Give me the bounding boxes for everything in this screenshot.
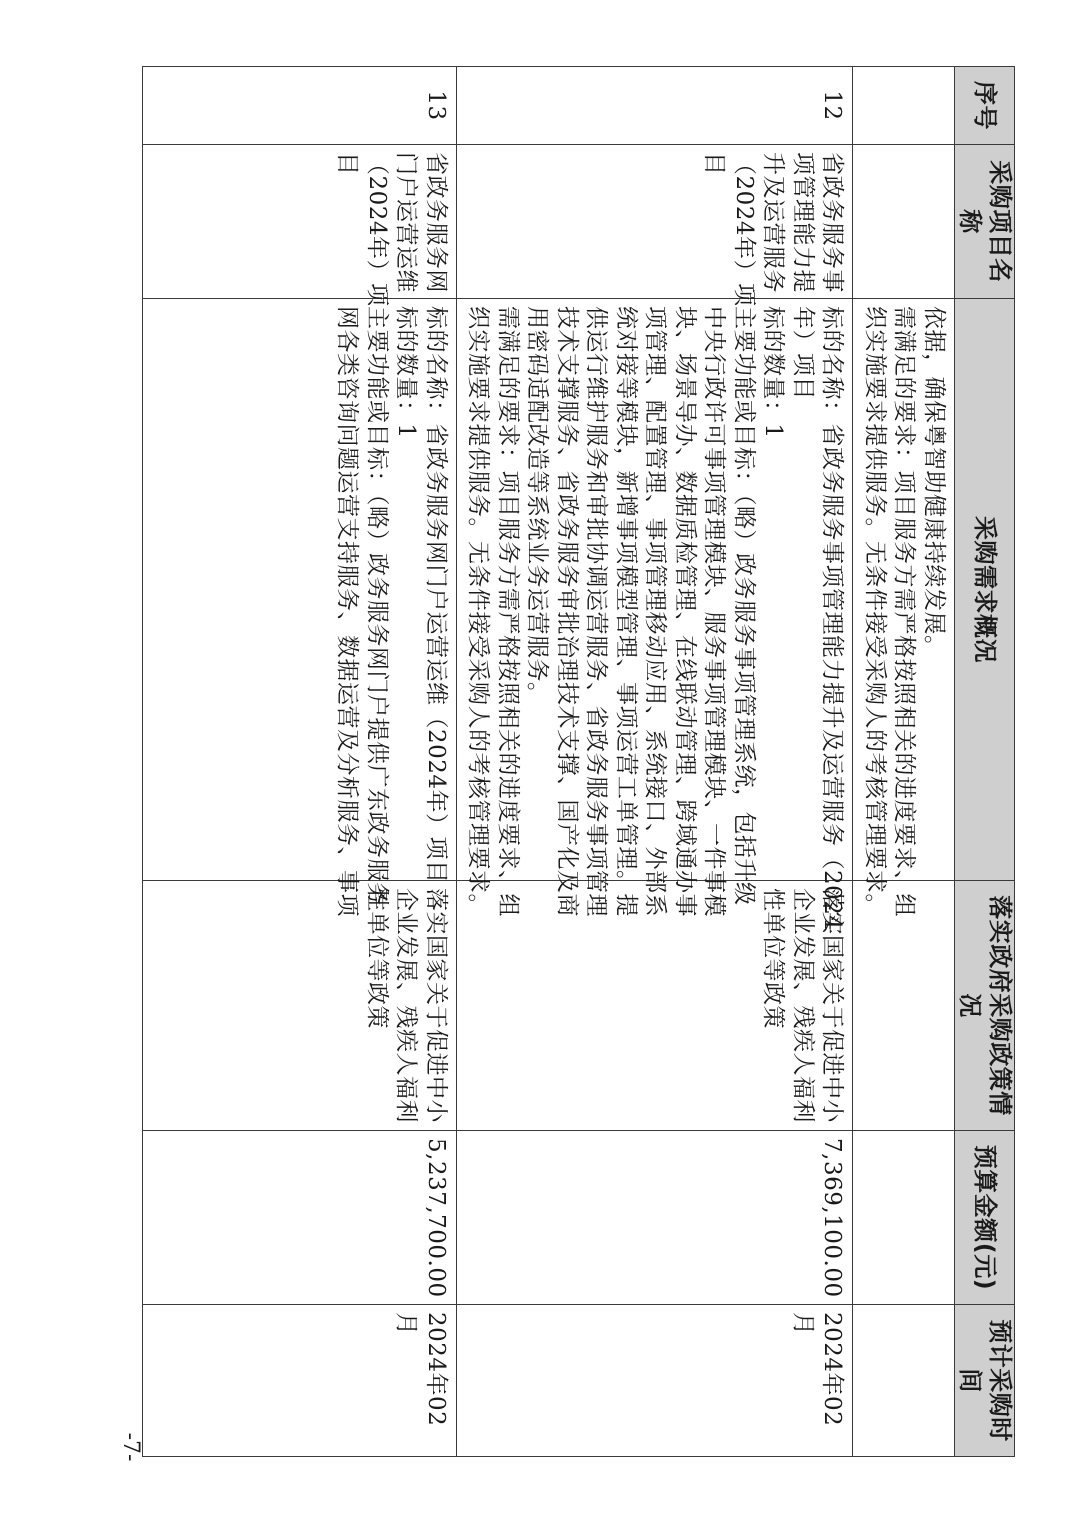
- policy-line: 企业发展、残疾人福利: [393, 888, 420, 1123]
- table-header-row: [955, 67, 1015, 1457]
- cell-desc: [143, 299, 457, 917]
- table-row-continued: [853, 67, 955, 1457]
- desc-line: 网各类咨询问题运营支持服务、数据运营及分析服务、事项: [334, 306, 361, 917]
- desc-line: 标的名称：省政务服务网门户运营运维（2024年）项目: [423, 306, 449, 884]
- name-line: （2024年）项: [731, 152, 757, 307]
- header-policy: 落实政府采购政策情况: [955, 881, 1015, 1131]
- desc-line: 主要功能或目标：（略）政务服务事项管理系统，包括升级: [731, 306, 757, 906]
- page-number: -7-: [118, 1432, 143, 1462]
- cell-name: [853, 145, 955, 299]
- cell-seq: 13: [143, 67, 457, 145]
- cell-time: [853, 1305, 955, 1457]
- cell-policy: [457, 881, 854, 1131]
- header-desc: 采购需求概况: [955, 299, 1015, 881]
- desc-line: 织实施要求提供服务。无条件接受采购人的考核管理要求。: [465, 306, 492, 917]
- name-line: 升及运营服务: [760, 152, 787, 293]
- desc-line: 技术支撑服务、省政务服务审批治理技术支撑、国产化及商: [554, 306, 580, 917]
- name-line: 门户运营运维: [393, 152, 420, 293]
- desc-line: 依据，确保粤智助健康持续发展。: [921, 306, 947, 659]
- cell-seq: [853, 67, 955, 145]
- rotated-table-wrapper: [155, 66, 1015, 1456]
- policy-line: 性单位等政策: [760, 888, 787, 1029]
- table-row: [457, 67, 854, 1457]
- desc-line: 标的数量：1: [760, 306, 787, 439]
- name-line: 目: [334, 152, 361, 176]
- cell-name: [143, 145, 457, 307]
- header-name: 采购项目名称: [955, 145, 1015, 299]
- procurement-table: [142, 66, 1015, 1457]
- desc-line: 统对接等模块，新增事项模型管理、事项运营工单管理。提: [613, 306, 639, 917]
- desc-line: 标的数量：1: [393, 306, 420, 439]
- desc-line: 供运行维护服务和审批协调运营服务、省政务服务事项管理: [583, 306, 610, 917]
- cell-seq: 12: [457, 67, 854, 145]
- name-line: 目: [701, 152, 728, 176]
- name-line: 省政务服务事: [819, 152, 846, 293]
- desc-line: 需满足的要求：项目服务方需严格按照相关的进度要求、组: [495, 306, 521, 917]
- name-line: （2024年）项: [364, 152, 390, 307]
- policy-line: 落实国家关于促进中小: [423, 888, 449, 1123]
- cell-budget: 7,369,100.00: [457, 1131, 854, 1305]
- cell-name: [457, 145, 854, 307]
- cell-budget: [853, 1131, 955, 1305]
- policy-line: 落实国家关于促进中小: [819, 888, 846, 1123]
- header-time: 预计采购时间: [955, 1305, 1015, 1457]
- desc-line: 标的名称：省政务服务事项管理能力提升及运营服务（2024: [819, 306, 846, 931]
- desc-line: 块、场景导办、数据质检管理、在线联动管理、跨域通办事: [672, 306, 698, 917]
- desc-line: 项管理、配置管理、事项管理移动应用、系统接口、外部系: [642, 306, 669, 917]
- cell-policy: [853, 881, 955, 1131]
- desc-line: 年）项目: [790, 306, 816, 400]
- header-budget: 预算金额(元): [955, 1131, 1015, 1305]
- desc-line: 中央行政许可事项管理模块、服务事项管理模块、一件事模: [701, 306, 728, 917]
- desc-line: 需满足的要求：项目服务方需严格按照相关的进度要求、组: [891, 306, 918, 917]
- desc-line: 织实施要求提供服务。无条件接受采购人的考核管理要求。: [862, 306, 888, 917]
- cell-desc: [853, 299, 955, 917]
- cell-time: 2024年02月: [143, 1305, 457, 1457]
- header-seq: 序号: [955, 67, 1015, 145]
- name-line: 省政务服务网: [423, 152, 449, 293]
- cell-policy: [143, 881, 457, 1131]
- policy-line: 企业发展、残疾人福利: [790, 888, 816, 1123]
- name-line: 项管理能力提: [790, 152, 816, 293]
- cell-budget: 5,237,700.00: [143, 1131, 457, 1305]
- cell-time: 2024年02月: [457, 1305, 854, 1457]
- desc-line: 用密码适配改造等系统业务运营服务。: [524, 306, 551, 706]
- table-row: [143, 67, 457, 1457]
- desc-line: 主要功能或目标：（略）政务服务网门户提供广东政务服务: [364, 306, 390, 906]
- policy-line: 性单位等政策: [364, 888, 390, 1029]
- cell-desc: [457, 299, 854, 931]
